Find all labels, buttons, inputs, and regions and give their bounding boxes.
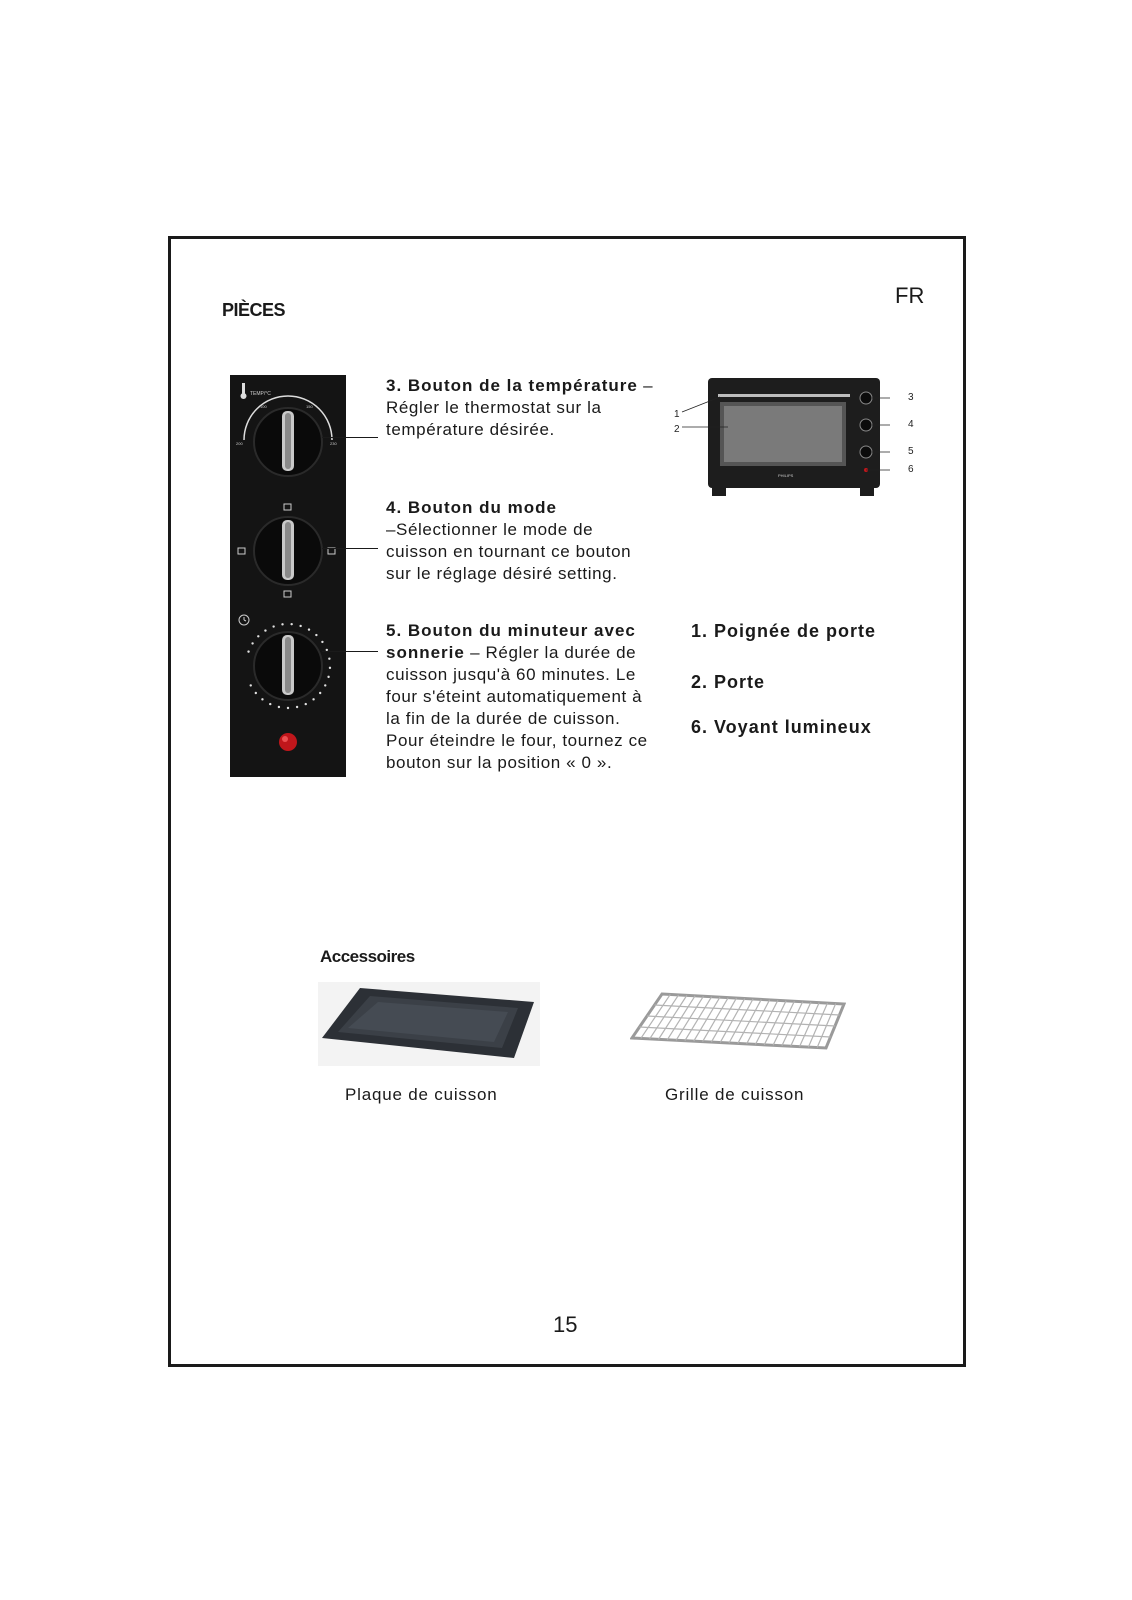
control-panel-image <box>230 375 346 777</box>
mode-text: –Sélectionner le mode de cuisson en tournant ce bouton sur le réglage désiré setting. <box>386 520 632 583</box>
callout-5: 5 <box>908 446 914 457</box>
svg-text:TEMP/°C: TEMP/°C <box>250 391 271 397</box>
language-code: FR <box>895 283 925 308</box>
svg-text:150: 150 <box>306 404 313 409</box>
callout-4: 4 <box>908 419 914 430</box>
wire-rack-image <box>630 990 846 1068</box>
indicator-light <box>279 733 297 751</box>
wire-rack-caption: Grille de cuisson <box>665 1085 805 1104</box>
callout-1: 1 <box>674 409 680 420</box>
callout-line-timer <box>322 651 378 652</box>
section-title: PIÈCES <box>222 300 286 320</box>
temperature-text: – Régler le thermostat sur la température désirée. <box>386 376 654 439</box>
part-label-indicator: 6. Voyant lumineux <box>691 717 872 737</box>
svg-text:230: 230 <box>330 441 337 446</box>
baking-tray-caption: Plaque de cuisson <box>345 1085 498 1104</box>
mode-title: 4. Bouton du mode <box>386 498 557 517</box>
baking-tray-image <box>318 982 540 1066</box>
timer-title: 5. Bouton du minuteur avec sonnerie <box>386 621 636 662</box>
svg-text:PHILIPS: PHILIPS <box>778 473 794 478</box>
svg-text:200: 200 <box>236 441 243 446</box>
accessories-title: Accessoires <box>320 947 415 966</box>
timer-text: – Régler la durée de cuisson jusqu'à 60 minutes. Le four s'éteint automatiquement à la fin de la durée de cuisson. Pour éteindre le four, tournez ce bouton sur la position « 0 ». <box>386 643 648 772</box>
temperature-description <box>386 375 656 441</box>
timer-description <box>386 620 656 774</box>
oven-diagram <box>670 372 920 502</box>
callout-3: 3 <box>908 392 914 403</box>
callout-2: 2 <box>674 424 680 435</box>
part-label-door-handle: 1. Poignée de porte <box>691 621 877 641</box>
mode-description <box>386 497 656 585</box>
temperature-title: 3. Bouton de la température <box>386 376 638 395</box>
svg-text:100: 100 <box>260 404 267 409</box>
callout-line-temperature <box>322 437 378 438</box>
callout-line-mode <box>322 548 378 549</box>
callout-6: 6 <box>908 464 914 475</box>
part-label-door: 2. Porte <box>691 672 766 692</box>
page-number: 15 <box>553 1312 578 1337</box>
